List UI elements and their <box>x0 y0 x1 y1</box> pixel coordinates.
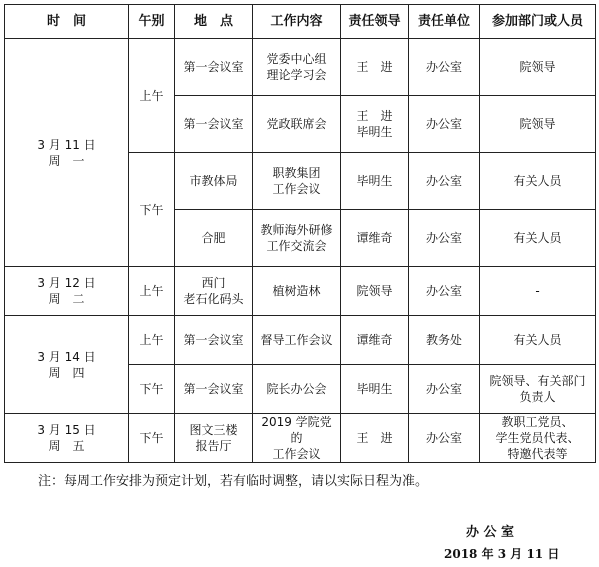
participants-cell: 院领导 <box>480 39 596 96</box>
schedule-note: 注：每周工作安排为预定计划，若有临时调整，请以实际日程为准。 <box>38 474 429 489</box>
issuing-office: 办 公 室 <box>466 525 515 540</box>
unit-cell: 教务处 <box>409 316 480 365</box>
participants-cell: - <box>480 267 596 316</box>
unit-cell: 办公室 <box>409 414 480 463</box>
table-row <box>5 414 596 463</box>
participants-cell: 有关人员 <box>480 316 596 365</box>
table-row <box>5 267 596 316</box>
header-row <box>5 5 596 39</box>
leader-cell: 毕明生 <box>341 153 409 210</box>
content-cell: 党政联席会 <box>253 96 341 153</box>
leader-cell: 王 进 毕明生 <box>341 96 409 153</box>
leader-cell: 王 进 <box>341 39 409 96</box>
participants-cell: 有关人员 <box>480 210 596 267</box>
date-cell: 3 月 14 日 周 四 <box>5 316 129 414</box>
unit-cell: 办公室 <box>409 267 480 316</box>
location-cell: 图文三楼 报告厅 <box>175 414 253 463</box>
period-cell: 上午 <box>129 39 175 153</box>
unit-cell: 办公室 <box>409 39 480 96</box>
issue-date: 2018 年 3 月 11 日 <box>444 547 560 561</box>
location-cell: 第一会议室 <box>175 39 253 96</box>
content-cell: 职教集团 工作会议 <box>253 153 341 210</box>
date-cell: 3 月 12 日 周 二 <box>5 267 129 316</box>
header-period: 午别 <box>129 5 175 39</box>
header-content: 工作内容 <box>253 5 341 39</box>
content-cell: 植树造林 <box>253 267 341 316</box>
leader-cell: 谭维奇 <box>341 210 409 267</box>
content-cell: 党委中心组 理论学习会 <box>253 39 341 96</box>
schedule-table <box>4 4 596 463</box>
location-cell: 合肥 <box>175 210 253 267</box>
date-cell: 3 月 15 日 周 五 <box>5 414 129 463</box>
content-cell: 院长办公会 <box>253 365 341 414</box>
header-participants: 参加部门或人员 <box>480 5 596 39</box>
content-cell: 督导工作会议 <box>253 316 341 365</box>
participants-cell: 有关人员 <box>480 153 596 210</box>
leader-cell: 谭维奇 <box>341 316 409 365</box>
participants-cell: 院领导、有关部门 负责人 <box>480 365 596 414</box>
location-cell: 西门 老石化码头 <box>175 267 253 316</box>
participants-cell: 教职工党员、 学生党员代表、 特邀代表等 <box>480 414 596 463</box>
table-row <box>5 316 596 365</box>
period-cell: 下午 <box>129 153 175 267</box>
header-unit: 责任单位 <box>409 5 480 39</box>
location-cell: 第一会议室 <box>175 365 253 414</box>
unit-cell: 办公室 <box>409 153 480 210</box>
leader-cell: 院领导 <box>341 267 409 316</box>
header-leader: 责任领导 <box>341 5 409 39</box>
location-cell: 第一会议室 <box>175 96 253 153</box>
header-time: 时 间 <box>5 5 129 39</box>
unit-cell: 办公室 <box>409 365 480 414</box>
leader-cell: 毕明生 <box>341 365 409 414</box>
header-location: 地 点 <box>175 5 253 39</box>
leader-cell: 王 进 <box>341 414 409 463</box>
period-cell: 下午 <box>129 365 175 414</box>
location-cell: 市教体局 <box>175 153 253 210</box>
period-cell: 下午 <box>129 414 175 463</box>
participants-cell: 院领导 <box>480 96 596 153</box>
unit-cell: 办公室 <box>409 210 480 267</box>
location-cell: 第一会议室 <box>175 316 253 365</box>
content-cell: 教师海外研修 工作交流会 <box>253 210 341 267</box>
date-cell: 3 月 11 日 周 一 <box>5 39 129 267</box>
table-row <box>5 39 596 96</box>
period-cell: 上午 <box>129 316 175 365</box>
unit-cell: 办公室 <box>409 96 480 153</box>
period-cell: 上午 <box>129 267 175 316</box>
content-cell: 2019 学院党的 工作会议 <box>253 414 341 463</box>
